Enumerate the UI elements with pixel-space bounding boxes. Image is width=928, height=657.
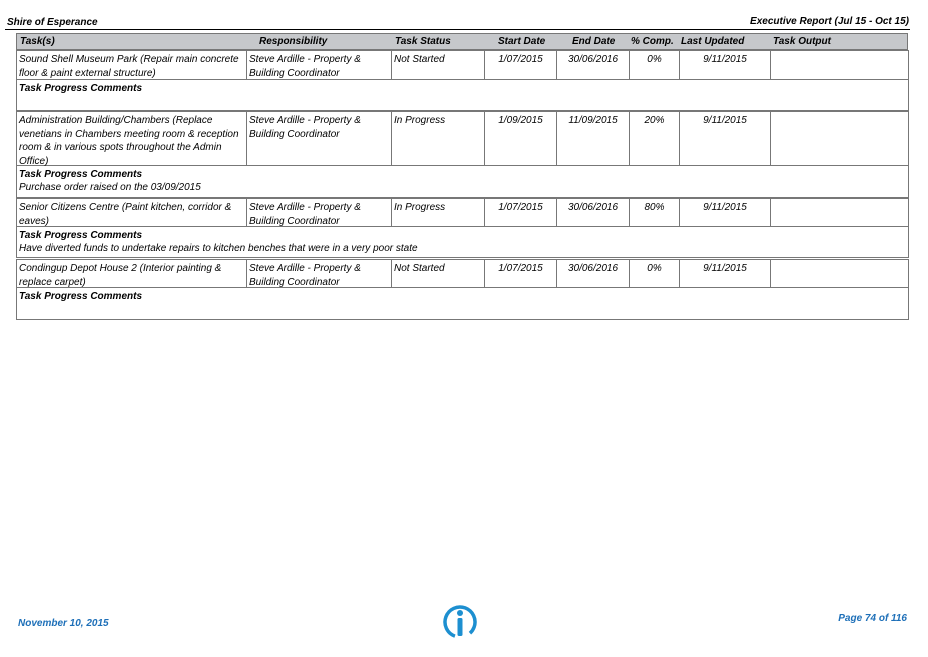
table-row <box>16 259 909 288</box>
task-output-cell <box>771 260 908 287</box>
col-end-date: End Date <box>572 36 616 47</box>
col-task-output: Task Output <box>773 36 831 47</box>
footer-date: November 10, 2015 <box>18 618 109 629</box>
status-cell: In Progress <box>392 112 485 165</box>
last-updated-cell: 9/11/2015 <box>680 260 771 287</box>
last-updated-cell: 9/11/2015 <box>680 112 771 165</box>
start-date-cell: 1/07/2015 <box>485 199 557 226</box>
comp-cell: 80% <box>630 199 680 226</box>
table-row <box>16 198 909 227</box>
task-cell: Administration Building/Chambers (Replace venetians in Chambers meeting room & reception room & in various spots throughout the Admin Office) <box>17 112 247 165</box>
task-cell: Condingup Depot House 2 (Interior painting & replace carpet) <box>17 260 247 287</box>
info-i-logo-icon <box>440 604 480 640</box>
table-row <box>16 111 909 166</box>
comp-cell: 0% <box>630 260 680 287</box>
task-output-cell <box>771 51 908 79</box>
task-cell: Sound Shell Museum Park (Repair main concrete floor & paint external structure) <box>17 51 247 79</box>
task-output-cell <box>771 112 908 165</box>
status-cell: Not Started <box>392 260 485 287</box>
end-date-cell: 11/09/2015 <box>557 112 630 165</box>
last-updated-cell: 9/11/2015 <box>680 51 771 79</box>
comments-text: Purchase order raised on the 03/09/2015 <box>19 182 201 193</box>
table-row <box>16 50 909 80</box>
col-responsibility: Responsibility <box>259 36 328 47</box>
col-comp: % Comp. <box>631 36 674 47</box>
task-cell: Senior Citizens Centre (Paint kitchen, corridor & eaves) <box>17 199 247 226</box>
page-number: Page 74 of 116 <box>838 613 907 624</box>
header-rule <box>5 29 910 30</box>
comp-cell: 0% <box>630 51 680 79</box>
comments-title: Task Progress Comments <box>19 230 143 241</box>
comp-cell: 20% <box>630 112 680 165</box>
report-title: Executive Report (Jul 15 - Oct 15) <box>750 16 909 27</box>
table-header <box>16 33 908 50</box>
start-date-cell: 1/07/2015 <box>485 260 557 287</box>
comments-title: Task Progress Comments <box>19 169 143 180</box>
task-output-cell <box>771 199 908 226</box>
comments-title: Task Progress Comments <box>19 291 143 302</box>
end-date-cell: 30/06/2016 <box>557 51 630 79</box>
comments-row <box>16 227 909 258</box>
comments-title: Task Progress Comments <box>19 83 143 94</box>
comments-text: Have diverted funds to undertake repairs to kitchen benches that were in a very poor state <box>19 243 418 254</box>
start-date-cell: 1/09/2015 <box>485 112 557 165</box>
responsibility-cell: Steve Ardille - Property & Building Coordinator <box>247 260 392 287</box>
comments-row <box>16 166 909 198</box>
org-name: Shire of Esperance <box>7 17 98 28</box>
col-start-date: Start Date <box>498 36 546 47</box>
status-cell: Not Started <box>392 51 485 79</box>
end-date-cell: 30/06/2016 <box>557 260 630 287</box>
comments-row <box>16 80 909 111</box>
col-last-updated: Last Updated <box>681 36 745 47</box>
responsibility-cell: Steve Ardille - Property & Building Coordinator <box>247 51 392 79</box>
last-updated-cell: 9/11/2015 <box>680 199 771 226</box>
col-status: Task Status <box>395 36 451 47</box>
responsibility-cell: Steve Ardille - Property & Building Coordinator <box>247 112 392 165</box>
start-date-cell: 1/07/2015 <box>485 51 557 79</box>
responsibility-cell: Steve Ardille - Property & Building Coordinator <box>247 199 392 226</box>
status-cell: In Progress <box>392 199 485 226</box>
comments-row <box>16 288 909 320</box>
col-task: Task(s) <box>20 36 55 47</box>
end-date-cell: 30/06/2016 <box>557 199 630 226</box>
